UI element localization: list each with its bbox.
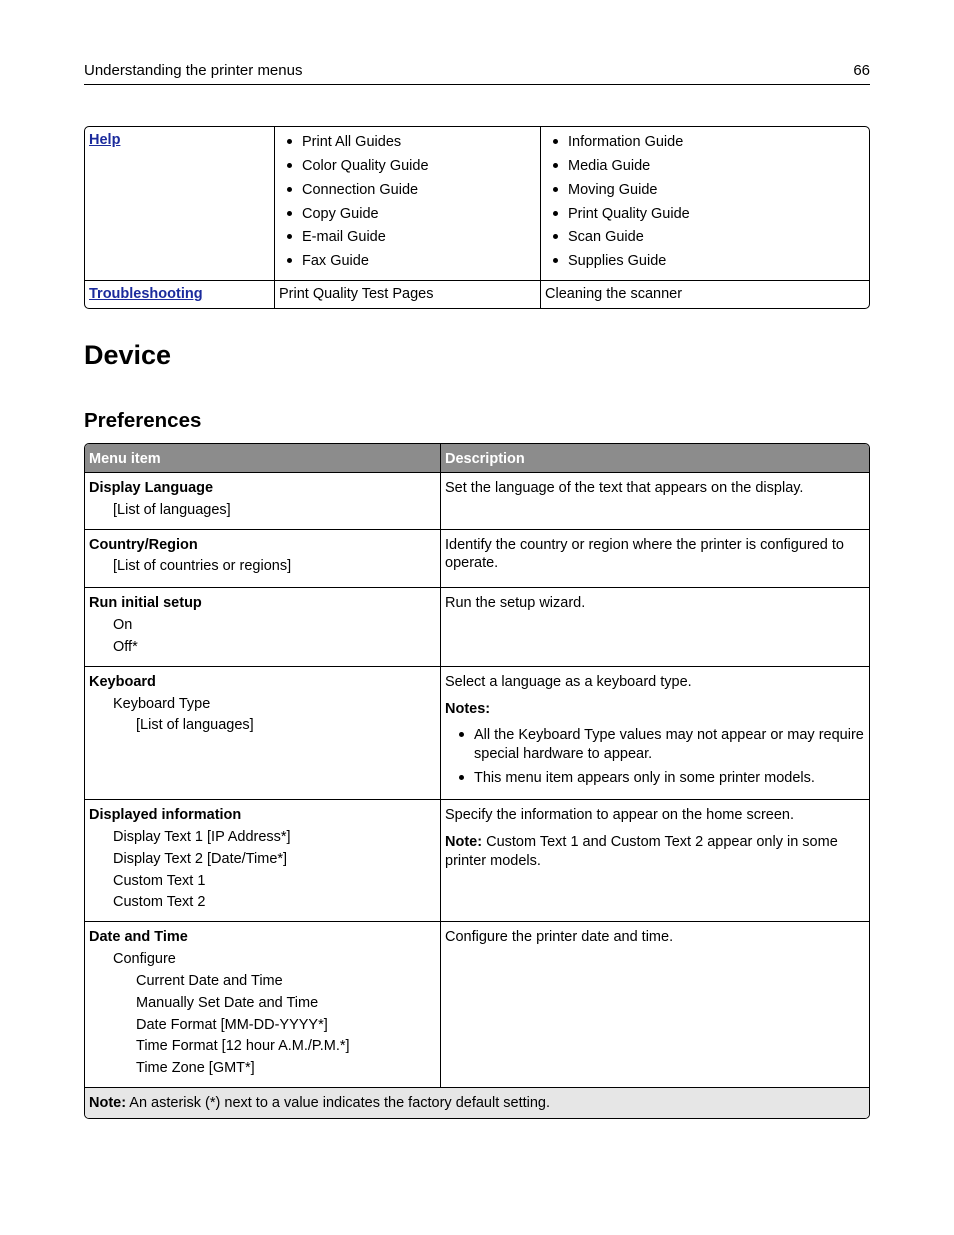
section-title: Device: [84, 340, 172, 370]
page-number: 66: [853, 62, 870, 79]
menu-item-suboption: Manually Set Date and Time: [136, 994, 319, 1011]
table-row: [85, 280, 869, 308]
notes-label: Notes:: [445, 700, 491, 717]
note-label: Note:: [445, 833, 483, 850]
table-row: [85, 799, 869, 921]
menu-item-suboption: Current Date and Time: [136, 972, 283, 989]
help-table: [84, 126, 870, 309]
menu-item-title: Displayed information: [89, 806, 242, 823]
table-header-row: [85, 444, 869, 472]
preferences-table: [84, 443, 870, 1119]
note-text: Custom Text 1 and Custom Text 2 appear only in some printer models.: [445, 833, 838, 869]
list-item: Moving Guide: [568, 181, 865, 200]
menu-item-description: Select a language as a keyboard type.: [445, 673, 692, 690]
menu-item-option: Custom Text 2: [113, 894, 206, 911]
table-cell: Print Quality Test Pages: [274, 280, 540, 308]
menu-item-suboption: Time Format [12 hour A.M./P.M.*]: [136, 1038, 350, 1055]
menu-item-description: Specify the information to appear on the home screen.: [445, 806, 795, 823]
menu-item-suboption: Time Zone [GMT*]: [136, 1060, 255, 1077]
list-item: E-mail Guide: [302, 228, 536, 247]
menu-item-option: On: [113, 617, 133, 634]
table-row: [85, 666, 869, 799]
list-item: Print All Guides: [302, 133, 536, 152]
table-row: [85, 472, 869, 529]
list-item: Color Quality Guide: [302, 157, 536, 176]
list-item: Fax Guide: [302, 252, 536, 271]
menu-item-suboption: [List of languages]: [136, 717, 254, 734]
footer-note-label: Note:: [89, 1095, 127, 1112]
table-footer-note: [85, 1087, 869, 1118]
page-header: [84, 61, 870, 85]
menu-item-description: Configure the printer date and time.: [445, 929, 674, 946]
menu-item-title: Date and Time: [89, 929, 188, 946]
menu-item-title: Country/Region: [89, 536, 198, 553]
menu-item-title: Run initial setup: [89, 595, 202, 612]
menu-item-option: Custom Text 1: [113, 872, 206, 889]
list-item: Print Quality Guide: [568, 205, 865, 224]
menu-item-option: Configure: [113, 951, 176, 968]
menu-item-option: Off*: [113, 638, 138, 655]
list-item: Copy Guide: [302, 205, 536, 224]
list-item: This menu item appears only in some printer models.: [474, 769, 865, 788]
menu-item-description: Run the setup wizard.: [445, 595, 586, 612]
table-row: [85, 529, 869, 588]
table-row: [85, 921, 869, 1087]
column-header-menu-item: Menu item: [85, 444, 440, 472]
menu-item-option: [List of languages]: [113, 501, 231, 518]
footer-note-text: An asterisk (*) next to a value indicates the factory default setting.: [129, 1095, 551, 1112]
list-item: All the Keyboard Type values may not appear or may require special hardware to appear.: [474, 727, 864, 763]
note: [445, 833, 865, 871]
troubleshooting-link[interactable]: Troubleshooting: [89, 286, 203, 303]
column-header-description: Description: [440, 444, 869, 472]
header-title: Understanding the printer menus: [84, 62, 303, 79]
menu-item-suboption: Date Format [MM-DD-YYYY*]: [136, 1016, 328, 1033]
list-item: Supplies Guide: [568, 252, 865, 271]
help-guides-list-1: [279, 133, 536, 271]
menu-item-title: Display Language: [89, 479, 214, 496]
menu-item-option: Display Text 2 [Date/Time*]: [113, 850, 288, 867]
list-item: Media Guide: [568, 157, 865, 176]
menu-item-option: Display Text 1 [IP Address*]: [113, 828, 291, 845]
subsection-title: Preferences: [84, 409, 202, 432]
menu-item-title: Keyboard: [89, 673, 156, 690]
menu-item-description: Identify the country or region where the printer is configured to operate.: [445, 536, 844, 572]
list-item: Connection Guide: [302, 181, 536, 200]
help-guides-list-2: [545, 133, 865, 271]
help-link[interactable]: Help: [89, 132, 121, 148]
table-row: [85, 587, 869, 666]
menu-item-option: [List of countries or regions]: [113, 558, 292, 575]
table-cell: Cleaning the scanner: [540, 280, 869, 308]
menu-item-description: Set the language of the text that appears on the display.: [445, 479, 804, 496]
list-item: Information Guide: [568, 133, 865, 152]
table-row: [85, 127, 869, 280]
notes-list: [445, 726, 865, 788]
menu-item-option: Keyboard Type: [113, 695, 211, 712]
list-item: Scan Guide: [568, 228, 865, 247]
